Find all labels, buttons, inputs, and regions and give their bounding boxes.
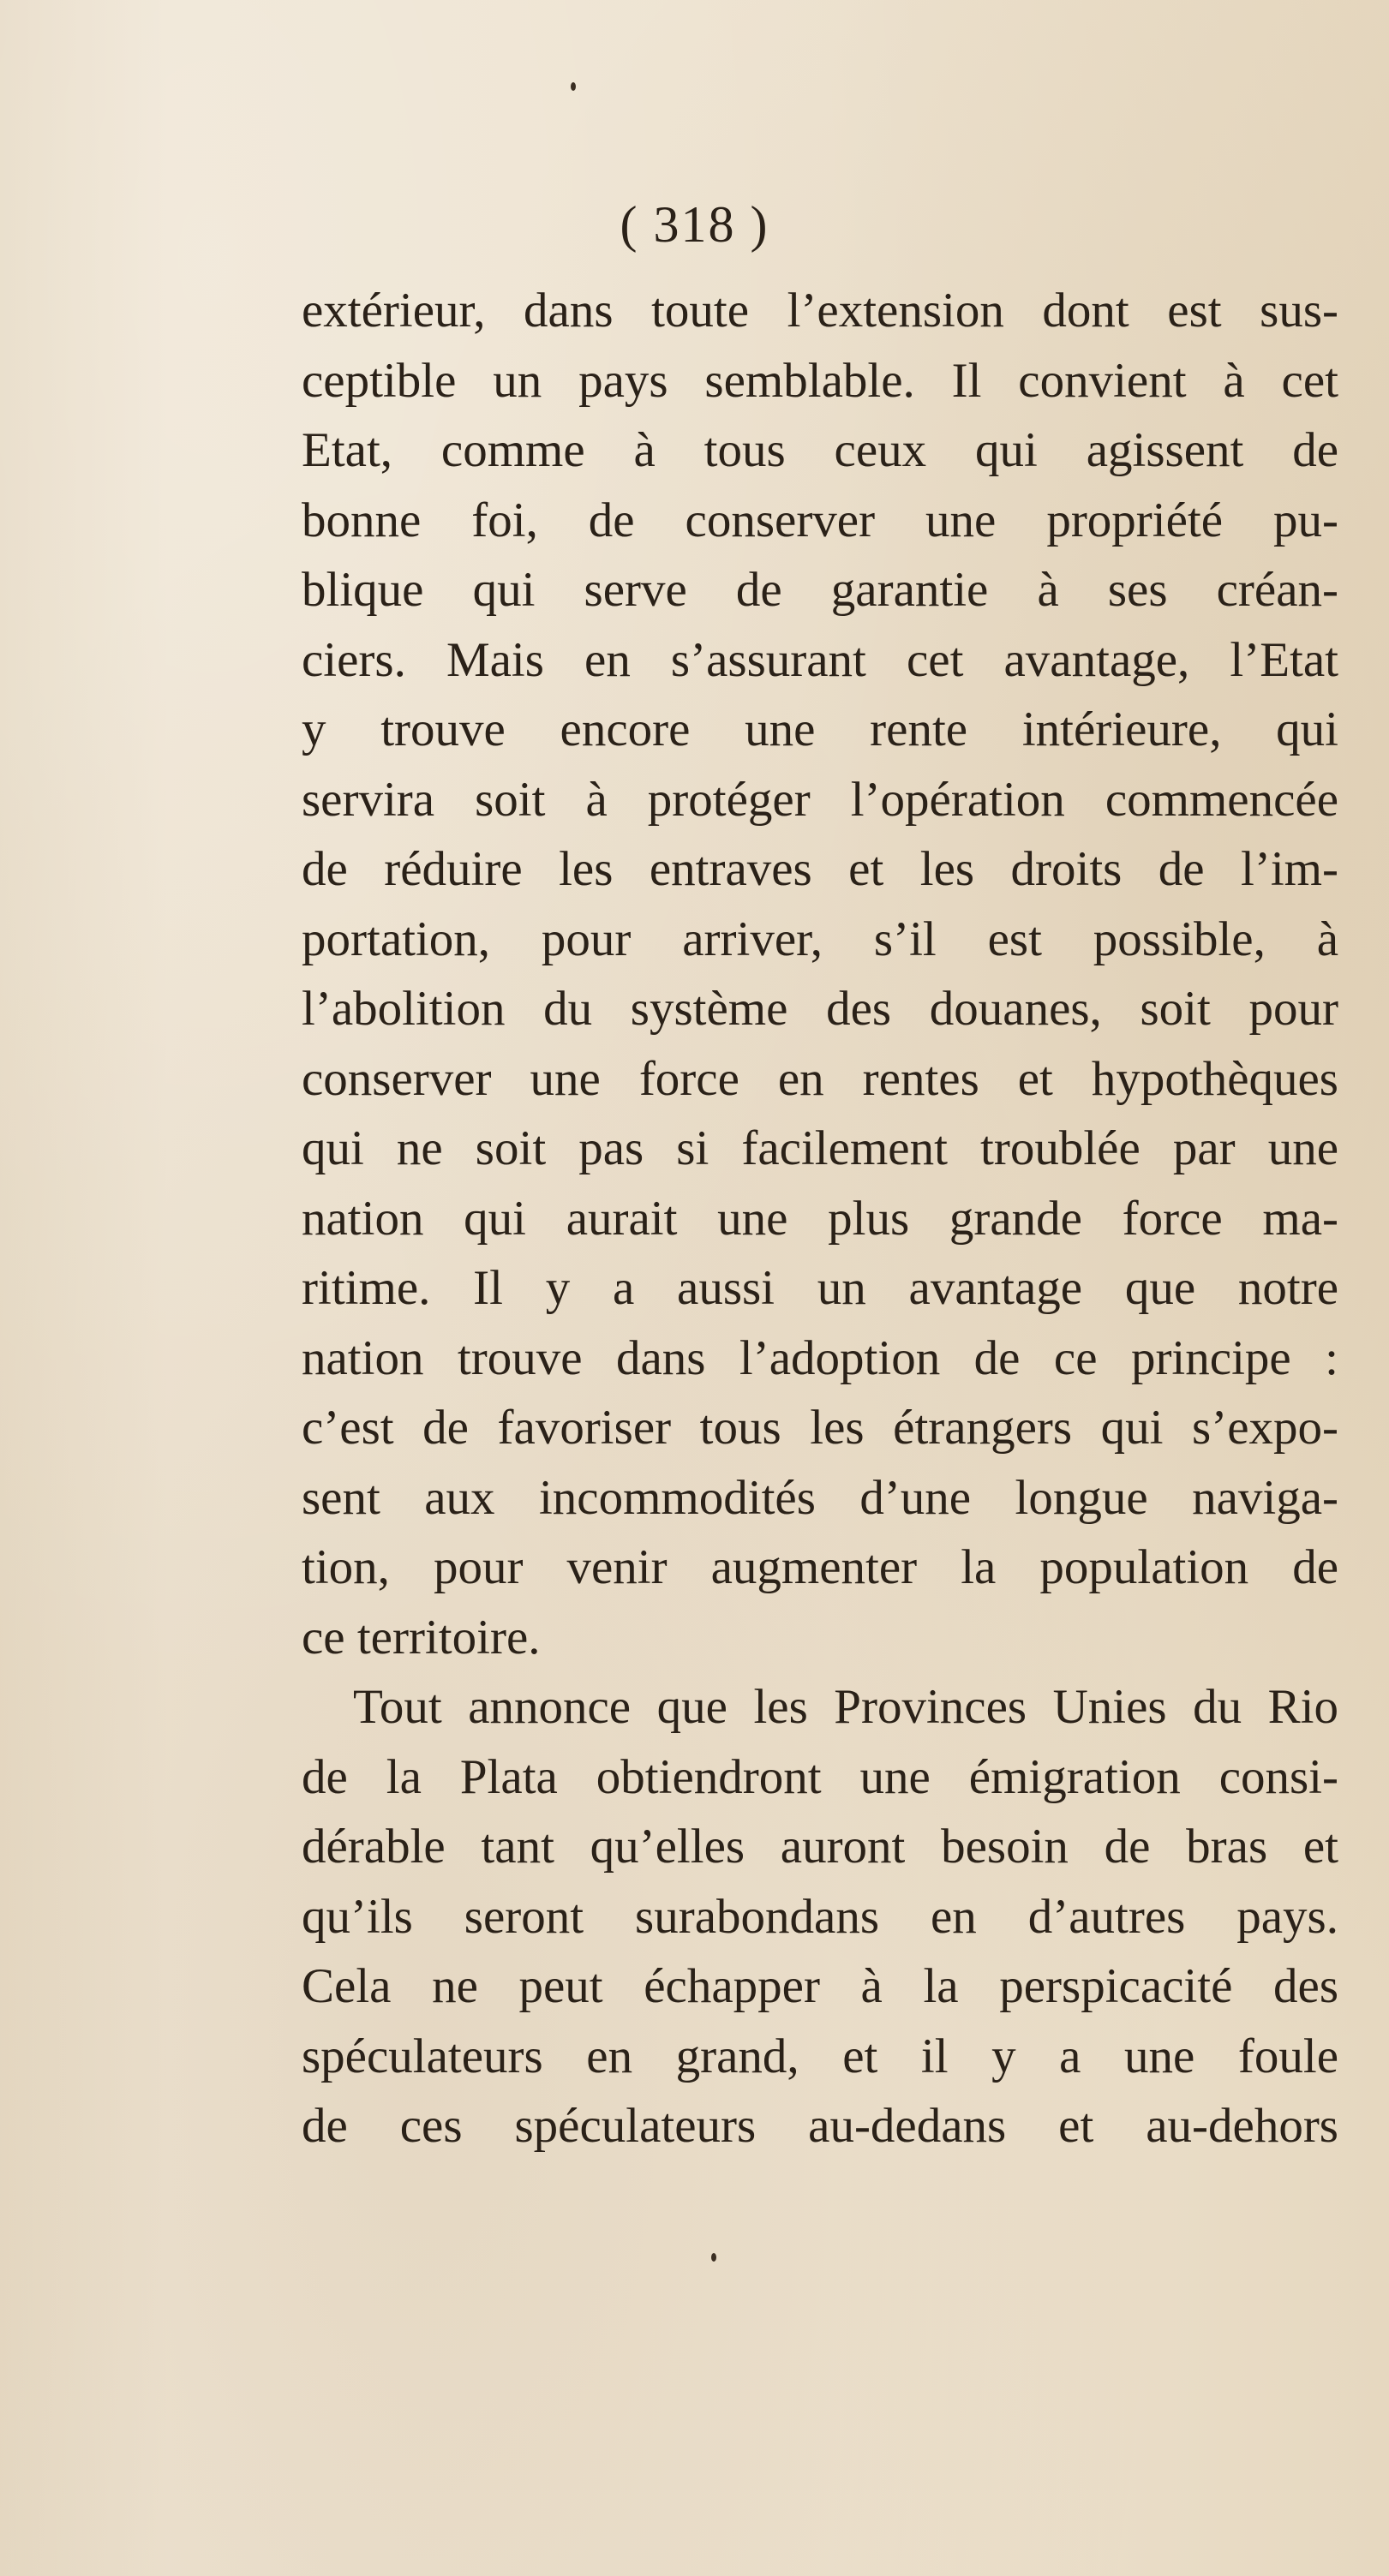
text-line: qu’ils seront surabondans en d’autres pays. [302,1889,1338,1944]
text-line: sent aux incommodités d’une longue naviga- [302,1470,1338,1525]
text-line: dérable tant qu’elles auront besoin de bras et [302,1820,1338,1874]
page-number: ( 318 ) [620,196,769,253]
ink-speck [711,2253,716,2262]
text-line: bonne foi, de conserver une propriété pu- [302,493,1338,547]
body-text [302,276,1338,2161]
text-line: de la Plata obtiendront une émigration consi- [302,1749,1338,1804]
text-line: Tout annonce que les Provinces Unies du Rio [353,1680,1338,1734]
text-line: l’abolition du système des douanes, soit pour [302,982,1338,1036]
text-line: conserver une force en rentes et hypothèques [302,1051,1338,1106]
text-line: nation trouve dans l’adoption de ce principe : [302,1330,1338,1385]
text-line: extérieur, dans toute l’extension dont est sus- [302,284,1338,338]
text-line: servira soit à protéger l’opération commencée [302,772,1338,827]
text-line: ce territoire. [302,1610,541,1665]
text-line: ciers. Mais en s’assurant cet avantage, l’Etat [302,632,1338,687]
text-line: nation qui aurait une plus grande force ma- [302,1191,1338,1246]
text-line: y trouve encore une rente intérieure, qui [302,702,1338,756]
text-line: blique qui serve de garantie à ses créan- [302,563,1338,617]
text-line: ceptible un pays semblable. Il convient à cet [302,353,1338,408]
text-line: c’est de favoriser tous les étrangers qui s’expo- [302,1401,1338,1455]
ink-speck [571,82,576,91]
text-line: qui ne soit pas si facilement troublée par une [302,1121,1338,1175]
text-line: portation, pour arriver, s’il est possible, à [302,911,1338,966]
text-line: de ces spéculateurs au-dedans et au-dehors [302,2099,1338,2153]
paragraph [302,1672,1338,2161]
text-line: de réduire les entraves et les droits de l’im- [302,842,1338,896]
paragraph [302,276,1338,1672]
text-line: tion, pour venir augmenter la population de [302,1540,1338,1594]
text-line: spéculateurs en grand, et il y a une foule [302,2029,1338,2083]
text-line: Cela ne peut échapper à la perspicacité des [302,1959,1338,2013]
text-line: ritime. Il y a aussi un avantage que notre [302,1261,1338,1315]
text-line: Etat, comme à tous ceux qui agissent de [302,423,1338,477]
